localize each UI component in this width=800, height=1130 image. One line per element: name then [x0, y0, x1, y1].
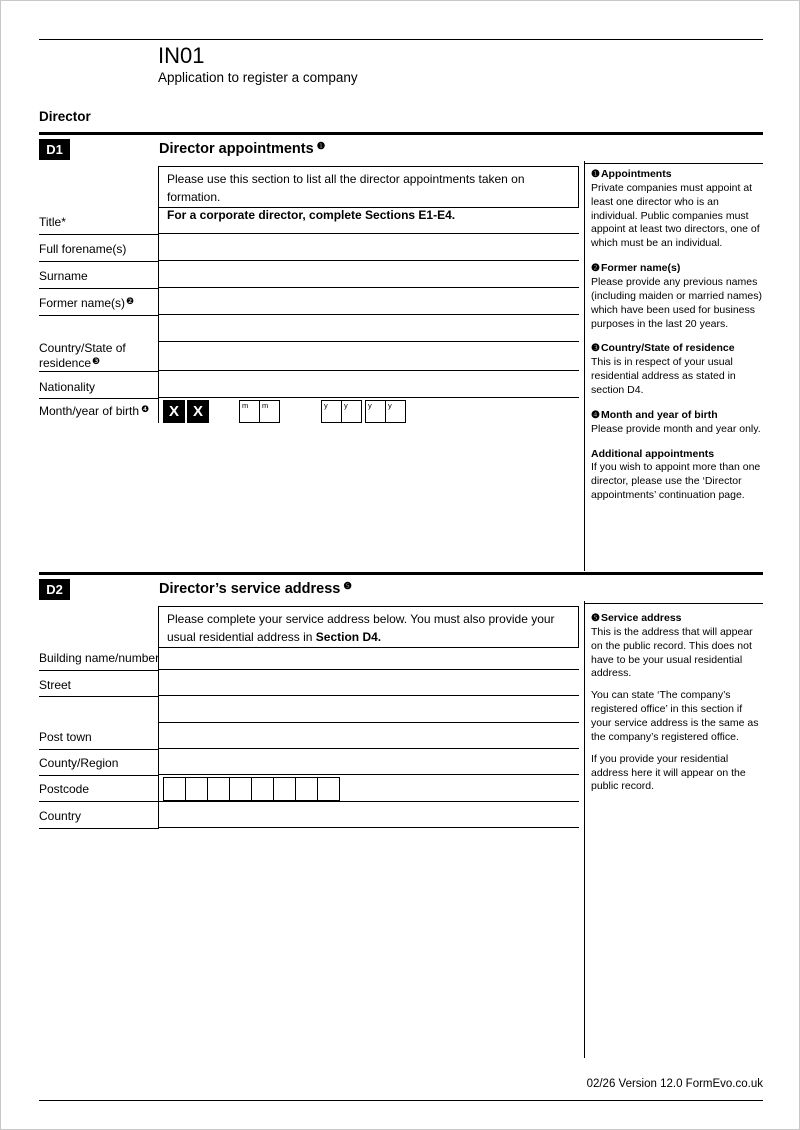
- dob-x-mark: X: [192, 403, 203, 420]
- note-month-year-title: [591, 409, 763, 423]
- d2-county-region-label-rule: [39, 775, 159, 776]
- postcode-cell-1[interactable]: [163, 777, 186, 801]
- d2-badge: [39, 579, 70, 600]
- note-additional-appointments-title: Additional appointments: [591, 447, 715, 460]
- d1-country-state-marker: ❸: [92, 356, 101, 366]
- note-former-names: [591, 262, 763, 331]
- d1-intro-line1: Please use this section to list all the director appointments taken on formation.: [167, 172, 525, 204]
- d2-heading-text: Director’s service address: [159, 581, 341, 597]
- d2-post-town-label-rule: [39, 749, 159, 750]
- d1-country-state-field[interactable]: [159, 345, 579, 371]
- d1-label-title: Title*: [39, 215, 66, 229]
- postcode-cell-6[interactable]: [273, 777, 296, 801]
- note-service-address-marker: ❺: [591, 613, 600, 624]
- d1-surname-label-rule: [39, 288, 159, 289]
- d1-intro-line2: For a corporate director, complete Sections E1-E4.: [167, 208, 456, 222]
- d2-top-rule: [39, 572, 763, 575]
- d1-former-names-field[interactable]: [159, 289, 579, 315]
- d1-label-country-state: [39, 341, 147, 371]
- d1-sidebar-notes: [591, 168, 763, 514]
- d1-top-rule: [39, 132, 763, 135]
- note-country-state-body: This is in respect of your usual residential address as stated in section D4.: [591, 356, 736, 397]
- d1-heading-marker: ❶: [316, 141, 326, 152]
- note-country-state-title: [591, 342, 763, 356]
- d2-label-building: Building name/number: [39, 651, 160, 665]
- note-service-address-p3: If you provide your residential address here it will appear on the public record.: [591, 752, 746, 793]
- d2-intro-bold: Section D4.: [315, 630, 382, 644]
- note-former-names-title: [591, 262, 763, 276]
- d1-label-surname: Surname: [39, 269, 88, 283]
- d1-nationality-label-rule: [39, 398, 159, 399]
- footer-version-text: 02/26 Version 12.0 FormEvo.co.uk: [586, 1078, 763, 1090]
- postcode-cell-5[interactable]: [251, 777, 274, 801]
- d1-nationality-field[interactable]: [159, 372, 579, 398]
- d1-label-former-names: [39, 296, 159, 311]
- month-letter: m: [262, 401, 269, 410]
- d1-former-names-marker: ❷: [126, 296, 135, 306]
- d2-street-field-2[interactable]: [159, 697, 579, 723]
- note-country-state: [591, 342, 763, 397]
- d2-label-county-region: County/Region: [39, 756, 119, 770]
- month-letter: m: [242, 401, 249, 410]
- note-service-address: [591, 612, 763, 794]
- d1-title-label-rule: [39, 234, 159, 235]
- d1-dob-marker: ❹: [141, 404, 150, 414]
- d2-postcode-label-rule: [39, 801, 159, 802]
- postcode-cell-3[interactable]: [207, 777, 230, 801]
- dob-year-cell-2[interactable]: [341, 400, 362, 423]
- note-appointments: [591, 168, 763, 251]
- d2-intro-box: [158, 606, 579, 648]
- form-code: IN01: [158, 43, 205, 68]
- form-title: Application to register a company: [158, 70, 358, 85]
- d1-forename-label-rule: [39, 261, 159, 262]
- note-month-year-body: Please provide month and year only.: [591, 422, 761, 435]
- note-appointments-title: [591, 168, 763, 182]
- d1-heading-text: Director appointments: [159, 141, 314, 157]
- d2-county-region-field[interactable]: [159, 749, 579, 775]
- note-appointments-title-text: Appointments: [600, 168, 672, 180]
- year-letter: y: [344, 401, 348, 410]
- dob-year-cell-3[interactable]: [365, 400, 386, 423]
- d2-sidebar-notes: [591, 612, 763, 805]
- d2-heading-marker: ❺: [343, 581, 352, 592]
- d1-surname-field[interactable]: [159, 262, 579, 288]
- d1-heading: [159, 141, 325, 157]
- d1-label-former-names-text: Former name(s): [39, 296, 126, 310]
- year-letter: y: [324, 401, 328, 410]
- d2-country-field[interactable]: [159, 802, 579, 828]
- d2-label-postcode: Postcode: [39, 782, 90, 796]
- dob-year-cell-4[interactable]: [385, 400, 406, 423]
- d2-post-town-field[interactable]: [159, 723, 579, 749]
- header-rule: [39, 39, 763, 40]
- note-month-year-title-text: Month and year of birth: [600, 408, 718, 421]
- d1-label-dob: [39, 404, 159, 419]
- d1-intro-box: [158, 166, 579, 222]
- dob-x-mark: X: [168, 403, 179, 420]
- d2-street-label-rule: [39, 696, 159, 697]
- d2-country-label-rule: [39, 828, 159, 829]
- d2-heading: [159, 581, 352, 597]
- d2-sidebar-top-rule: [584, 603, 763, 604]
- dob-month-cell-2[interactable]: [259, 400, 280, 423]
- note-additional-appointments-body: If you wish to appoint more than one director, please use the ‘Director appointments’ continuation page.: [591, 461, 761, 502]
- d1-country-state-label-rule: [39, 371, 159, 372]
- note-service-address-p2: You can state ‘The company’s registered office’ in this section if your service address is the same as the company’s registered office.: [591, 689, 759, 743]
- note-additional-appointments: [591, 448, 763, 503]
- note-country-state-title-text: Country/State of residence: [600, 342, 735, 355]
- note-service-address-p1: This is the address that will appear on the public record. This does not have to be your usual residential address.: [591, 625, 753, 680]
- note-service-address-title-text: Service address: [600, 612, 682, 624]
- note-former-names-body: Please provide any previous names (including maiden or married names) which have been used for business purposes in the last 20 years.: [591, 276, 762, 330]
- postcode-cell-2[interactable]: [185, 777, 208, 801]
- d1-label-dob-text: Month/year of birth: [39, 404, 140, 418]
- d2-street-field[interactable]: [159, 671, 579, 696]
- d1-label-forename: Full forename(s): [39, 242, 127, 256]
- dob-year-cell-1[interactable]: [321, 400, 342, 423]
- section-heading: Director: [39, 109, 91, 124]
- d1-title-field[interactable]: [159, 208, 579, 234]
- d2-intro-text: Please complete your service address below. You must also provide your usual residential address in: [167, 612, 555, 644]
- note-appointments-marker: ❶: [591, 169, 600, 180]
- d1-label-country-state-text: Country/State of residence: [39, 341, 126, 370]
- d2-label-post-town: Post town: [39, 730, 92, 744]
- postcode-cell-7[interactable]: [295, 777, 318, 801]
- note-former-names-marker: ❷: [591, 263, 600, 275]
- d1-label-nationality: Nationality: [39, 380, 96, 394]
- dob-month-cell-1[interactable]: [239, 400, 260, 423]
- d1-sidebar-top-rule: [584, 163, 763, 164]
- d1-sidebar-rule: [584, 161, 585, 571]
- d1-former-names-label-rule: [39, 315, 159, 316]
- d2-label-country: Country: [39, 809, 82, 823]
- note-month-year: [591, 409, 763, 437]
- note-country-state-marker: ❸: [591, 343, 600, 355]
- d2-badge-label: D2: [46, 582, 63, 597]
- d1-badge-label: D1: [46, 142, 63, 157]
- note-appointments-body: Private companies must appoint at least one director who is an individual. Public companies must appoint at least two directors, one of which must be an individual.: [591, 181, 760, 250]
- postcode-cell-8[interactable]: [317, 777, 340, 801]
- note-former-names-title-text: Former name(s): [600, 262, 681, 275]
- dob-crossed-day-box-1: [163, 400, 185, 423]
- d1-former-names-field-2[interactable]: [159, 316, 579, 342]
- note-month-year-marker: ❹: [591, 409, 600, 421]
- year-letter: y: [368, 401, 372, 410]
- postcode-cell-4[interactable]: [229, 777, 252, 801]
- note-service-address-title: [591, 612, 763, 626]
- d2-label-street: Street: [39, 678, 72, 692]
- d2-sidebar-rule: [584, 601, 585, 1058]
- d1-badge: [39, 139, 70, 160]
- d1-forename-field[interactable]: [159, 235, 579, 261]
- dob-crossed-day-box-2: [187, 400, 209, 423]
- year-letter: y: [388, 401, 392, 410]
- d2-building-field[interactable]: [159, 648, 579, 670]
- d2-building-label-rule: [39, 670, 159, 671]
- footer-rule: [39, 1100, 763, 1101]
